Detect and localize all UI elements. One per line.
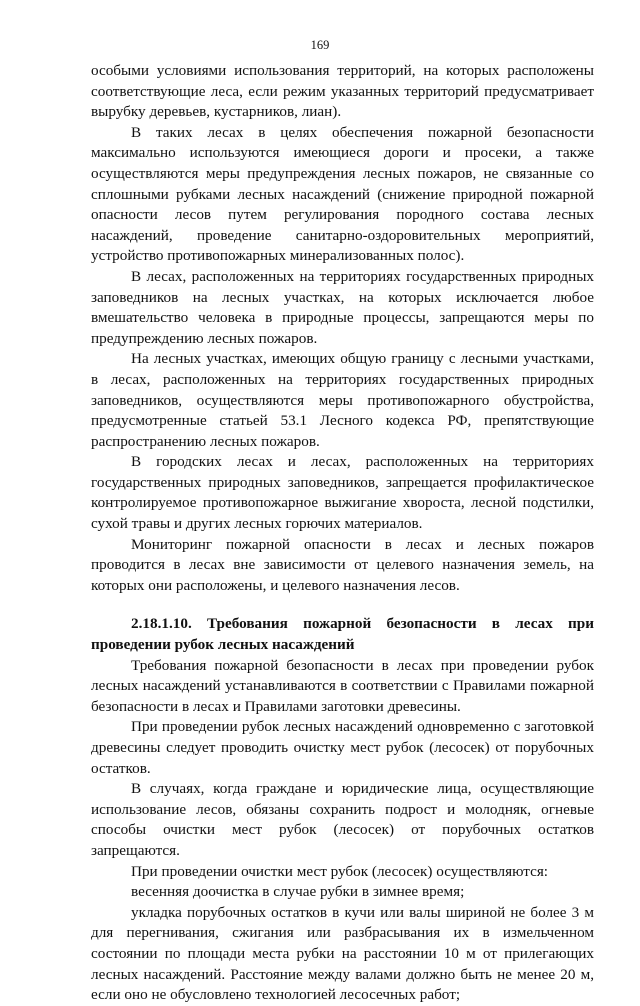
document-body [91, 61, 594, 1006]
paragraph: При проведении очистки мест рубок (лесосек) осуществляются: [131, 862, 549, 880]
paragraph: В лесах, расположенных на территориях государственных природных заповедников на лесных участках, на которых исключается любое вмешательство человека в природные процессы, запрещаются меры по предупреждению лесных пожаров. [91, 267, 594, 347]
paragraph: При проведении рубок лесных насаждений одновременно с заготовкой древесины следует проводить очистку мест рубок (лесосек) от порубочных остатков. [91, 718, 594, 777]
list-item: весенняя доочистка в случае рубки в зимнее время; [131, 883, 465, 901]
paragraph: Мониторинг пожарной опасности в лесах и лесных пожаров проводится в лесах вне зависимости от целевого назначения земель, на которых они расположены, и целевого назначения лесов. [91, 535, 594, 594]
paragraph: В случаях, когда граждане и юридические лица, осуществляющие использование лесов, обязаны сохранить подрост и молодняк, огневые способы очистки мест рубок (лесосек) от порубочных остатков запрещаются. [91, 780, 594, 859]
paragraph: Требования пожарной безопасности в лесах при проведении рубок лесных насаждений устанавливаются в соответствии с Правилами пожарной безопасности в лесах и Правилами заготовки древесины. [91, 656, 594, 715]
page-number: 169 [310, 38, 330, 52]
list-item: укладка порубочных остатков в кучи или валы шириной не более 3 м для перегнивания, сжигания или разбрасывания их в измельченном состоянии по площади места рубки на расстоянии 10 м от прилегающих лесных насаждений. Расстояние между валами должно быть не менее 20 м, если оно не обусловлено технологией лесосечных работ; [91, 903, 594, 1004]
paragraph: На лесных участках, имеющих общую границу с лесными участками, в лесах, расположенных на территориях государственных природных заповедников, осуществляются меры противопожарного обустройства, предусмотренные статьей 53.1 Лесного кодекса РФ, препятствующие распространению лесных пожаров. [91, 350, 594, 450]
paragraph: В таких лесах в целях обеспечения пожарной безопасности максимально используются имеющиеся дороги и просеки, а также осуществляются меры предупреждения лесных пожаров, не связанные со сплошными рубками лесных насаждений (снижение природной пожарной опасности лесов путем регулирования породного состава лесных насаждений, проведение санитарно-оздоровительных мероприятий, устройство противопожарных минерализованных полос). [91, 123, 594, 265]
section-heading: 2.18.1.10. Требования пожарной безопасности в лесах при проведении рубок лесных насаждений [91, 615, 594, 654]
paragraph: В городских лесах и лесах, расположенных на территориях государственных природных заповедников, запрещается профилактическое контролируемое противопожарное выжигание хвороста, лесной подстилки, сухой травы и других лесных горючих материалов. [91, 453, 594, 533]
paragraph: особыми условиями использования территорий, на которых расположены соответствующие леса, если режим указанных территорий предусматривает вырубку деревьев, кустарников, лиан). [91, 62, 594, 121]
